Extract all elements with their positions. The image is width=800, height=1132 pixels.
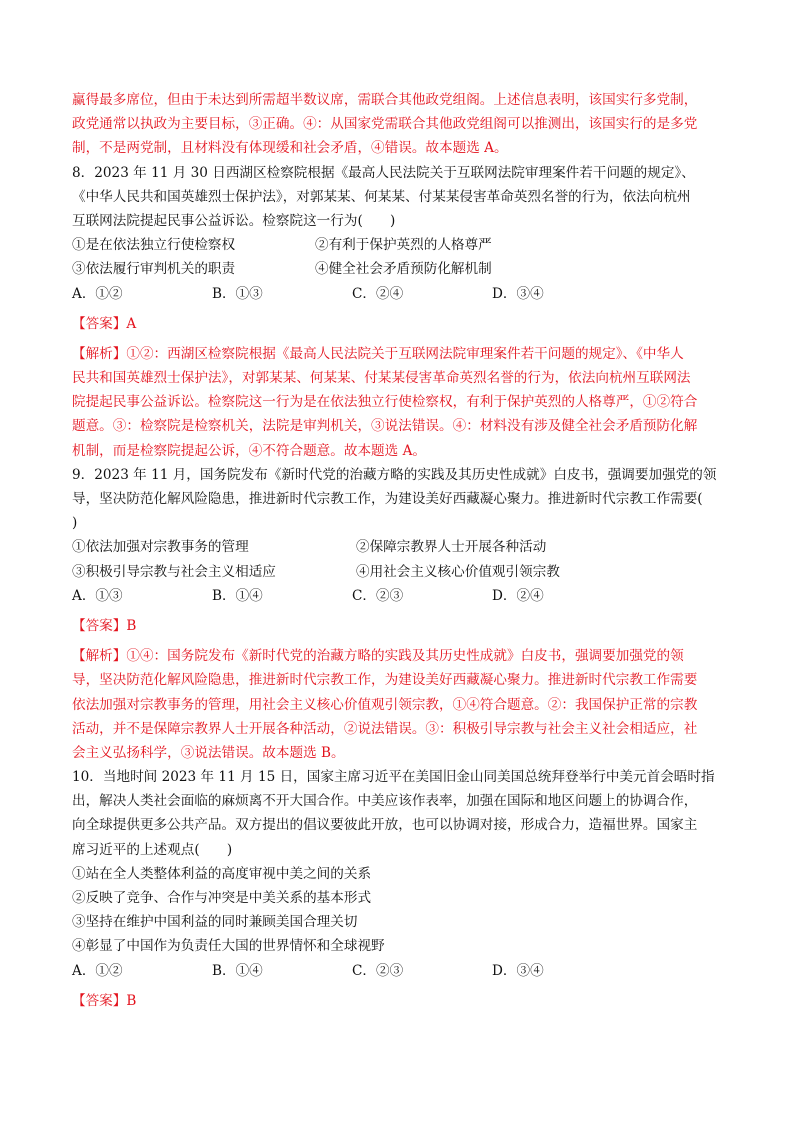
analysis-line: 民共和国英雄烈士保护法》，对郭某某、何某某、付某某侵害革命英烈名誉的行为，依法向杭州互联网法 xyxy=(72,370,691,387)
analysis-line: 题意。③：检察院是检察机关，法院是审判机关，③说法错误。④：材料没有涉及健全社会矛盾预防化解 xyxy=(72,418,698,435)
document-page xyxy=(72,88,728,1013)
question-stem: 10．当地时间 2023 年 11 月 15 日，国家主席习近平在美国旧金山同美国总统拜登举行中美元首会晤时指 xyxy=(72,769,715,786)
statement-item: ①依法加强对宗教事务的管理 xyxy=(72,539,249,556)
choice-a: A．①② xyxy=(72,285,123,302)
question-stem: 互联网法院提起民事公益诉讼。检察院这一行为( ) xyxy=(72,212,396,229)
statement-row xyxy=(72,560,728,584)
question-9 xyxy=(72,463,728,765)
question-stem: 《中华人民共和国英雄烈士保护法》，对郭某某、何某某、付某某侵害革命英烈名誉的行为，依法向杭州 xyxy=(72,188,691,205)
analysis-line: 院提起民事公益诉讼。检察院这一行为是在依法独立行使检察权，有利于保护英烈的人格尊严，①②符合 xyxy=(72,394,698,411)
question-stem: ) xyxy=(72,515,78,532)
question-stem: 出，解决人类社会面临的麻烦离不开大国合作。中美应该作表率，加强在国际和地区问题上的协调合作， xyxy=(72,793,698,810)
statement-item: ④用社会主义核心价值观引领宗教 xyxy=(356,563,560,580)
choice-a: A．①② xyxy=(72,962,123,979)
question-stem: 9．2023 年 11 月，国务院发布《新时代党的治藏方略的实践及其历史性成就》白皮书，强调要加强党的领 xyxy=(72,466,717,483)
prev-analysis-continuation xyxy=(72,88,728,161)
statement-item: ③坚持在维护中国利益的同时兼顾美国合理关切 xyxy=(72,914,358,931)
statement-item: ④彰显了中国作为负责任大国的世界情怀和全球视野 xyxy=(72,938,385,955)
choice-b: B．①③ xyxy=(212,285,263,302)
statement-item: ④健全社会矛盾预防化解机制 xyxy=(315,261,492,278)
statement-row xyxy=(72,233,728,257)
question-stem: 向全球提供更多公共产品。双方提出的倡议要彼此开放，也可以协调对接，形成合力，造福世界。国家主 xyxy=(72,817,698,834)
analysis-line: 活动，并不是保障宗教界人士开展各种活动，②说法错误。③：积极引导宗教与社会主义社会相适应，社 xyxy=(72,720,698,737)
question-stem: 导，坚决防范化解风险隐患，推进新时代宗教工作，为建设美好西藏凝心聚力。推进新时代宗教工作需要( xyxy=(72,491,703,507)
analysis-line: 制，不是两党制，且材料没有体现缓和社会矛盾，④错误。故本题选 A。 xyxy=(72,140,508,157)
choice-b: B．①④ xyxy=(212,962,263,979)
choice-b: B．①④ xyxy=(212,587,263,604)
analysis-line: 导，坚决防范化解风险隐患，推进新时代宗教工作，为建设美好西藏凝心聚力。推进新时代宗教工作需要 xyxy=(72,672,698,689)
statement-item: ③依法履行审判机关的职责 xyxy=(72,261,236,278)
choice-c: C．②③ xyxy=(352,962,404,979)
statement-item: ②反映了竞争、合作与冲突是中美关系的基本形式 xyxy=(72,890,372,906)
statement-item: ③积极引导宗教与社会主义相适应 xyxy=(72,563,276,580)
question-10 xyxy=(72,765,728,1013)
statement-row xyxy=(72,257,728,281)
statement-item: ①站在全人类整体利益的高度审视中美之间的关系 xyxy=(72,865,372,882)
statement-item: ①是在依法独立行使检察权 xyxy=(72,237,236,254)
answer-label: 【答案】B xyxy=(72,992,137,1009)
choice-row xyxy=(72,959,728,983)
analysis-line: 机制，而是检察院提起公诉，④不符合题意。故本题选 A。 xyxy=(72,442,426,459)
choice-d: D．③④ xyxy=(492,962,544,979)
answer-label: 【答案】B xyxy=(72,617,137,634)
statement-row xyxy=(72,535,728,559)
question-stem: 席习近平的上述观点( ) xyxy=(72,841,233,858)
answer-label: 【答案】A xyxy=(72,315,137,332)
choice-row xyxy=(72,282,728,306)
analysis-line: 依法加强对宗教事务的管理，用社会主义核心价值观引领宗教，①④符合题意。②：我国保护正常的宗教 xyxy=(72,696,698,713)
analysis-line: 会主义弘扬科学，③说法错误。故本题选 B。 xyxy=(72,744,345,761)
question-8 xyxy=(72,161,728,463)
analysis-line: 【解析】①④：国务院发布《新时代党的治藏方略的实践及其历史性成就》白皮书，强调要加强党的领 xyxy=(72,648,684,665)
choice-c: C．②③ xyxy=(352,587,404,604)
analysis-line: 赢得最多席位，但由于未达到所需超半数议席，需联合其他政党组阁。上述信息表明，该国实行多党制， xyxy=(72,92,698,108)
choice-row xyxy=(72,584,728,608)
choice-d: D．③④ xyxy=(492,285,544,302)
statement-item: ②有利于保护英烈的人格尊严 xyxy=(315,237,492,254)
choice-d: D．②④ xyxy=(492,587,544,604)
analysis-line: 【解析】①②：西湖区检察院根据《最高人民法院关于互联网法院审理案件若干问题的规定》、《中华人 xyxy=(72,345,684,362)
choice-c: C．②④ xyxy=(352,285,404,302)
question-stem: 8．2023 年 11 月 30 日西湖区检察院根据《最高人民法院关于互联网法院审理案件若干问题的规定》、 xyxy=(72,164,695,181)
statement-item: ②保障宗教界人士开展各种活动 xyxy=(356,539,547,556)
choice-a: A．①③ xyxy=(72,587,123,604)
analysis-line: 政党通常以执政为主要目标，③正确。④：从国家党需联合其他政党组阁可以推测出，该国实行的是多党 xyxy=(72,116,698,133)
